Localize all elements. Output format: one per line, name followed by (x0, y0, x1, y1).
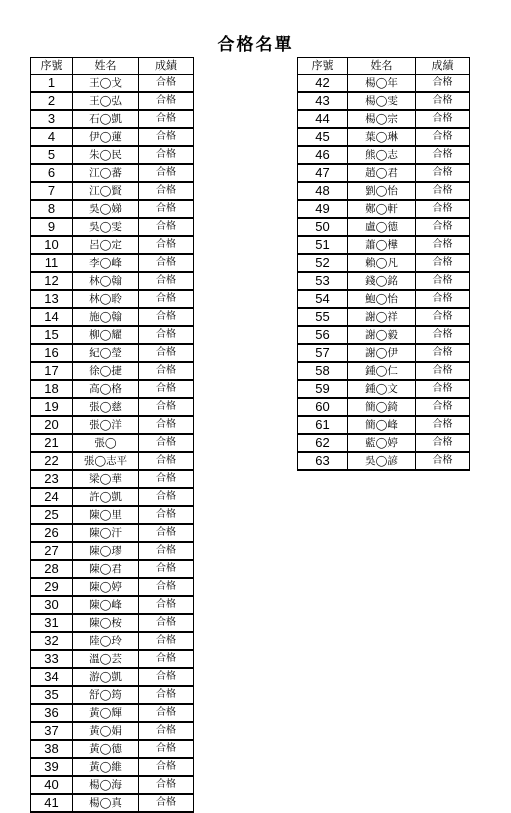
row-result: 合格 (139, 398, 194, 416)
row-result: 合格 (416, 344, 470, 362)
row-result: 合格 (139, 668, 194, 686)
row-result: 合格 (139, 704, 194, 722)
page-title: 合格名單 (217, 35, 294, 55)
row-number: 40 (31, 776, 73, 794)
row-number: 51 (298, 236, 348, 254)
row-number: 7 (31, 182, 73, 200)
row-name: 伊◯蓮 (73, 128, 139, 146)
row-name: 梁◯華 (73, 470, 139, 488)
row-result: 合格 (139, 542, 194, 560)
row-name: 葉◯琳 (348, 128, 416, 146)
table-row (31, 578, 194, 596)
row-name: 李◯峰 (73, 254, 139, 272)
row-name: 徐◯捷 (73, 362, 139, 380)
row-number: 45 (298, 128, 348, 146)
row-result: 合格 (139, 236, 194, 254)
table-row (31, 326, 194, 344)
row-number: 30 (31, 596, 73, 614)
row-result: 合格 (139, 506, 194, 524)
row-result: 合格 (139, 560, 194, 578)
row-name: 陳◯璆 (73, 542, 139, 560)
table-row (31, 164, 194, 182)
row-number: 16 (31, 344, 73, 362)
header-result: 成績 (416, 58, 470, 75)
row-number: 41 (31, 794, 73, 812)
row-number: 24 (31, 488, 73, 506)
row-result: 合格 (139, 470, 194, 488)
row-name: 黃◯維 (73, 758, 139, 776)
row-number: 26 (31, 524, 73, 542)
table-row (298, 362, 470, 380)
row-result: 合格 (416, 146, 470, 164)
row-number: 36 (31, 704, 73, 722)
table-row (31, 254, 194, 272)
row-result: 合格 (139, 776, 194, 794)
row-name: 趙◯君 (348, 164, 416, 182)
row-result: 合格 (416, 452, 470, 470)
row-name: 施◯翰 (73, 308, 139, 326)
row-number: 34 (31, 668, 73, 686)
row-number: 15 (31, 326, 73, 344)
row-name: 鍾◯文 (348, 380, 416, 398)
row-name: 陳◯里 (73, 506, 139, 524)
table-row (298, 218, 470, 236)
row-name: 呂◯定 (73, 236, 139, 254)
row-number: 49 (298, 200, 348, 218)
row-result: 合格 (139, 488, 194, 506)
row-result: 合格 (139, 362, 194, 380)
row-name: 謝◯毅 (348, 326, 416, 344)
row-result: 合格 (139, 200, 194, 218)
table-row (31, 758, 194, 776)
table-row (31, 92, 194, 110)
table-row (298, 92, 470, 110)
row-result: 合格 (416, 272, 470, 290)
table-row (31, 740, 194, 758)
row-result: 合格 (139, 632, 194, 650)
row-number: 53 (298, 272, 348, 290)
row-number: 38 (31, 740, 73, 758)
row-number: 20 (31, 416, 73, 434)
row-name: 楊◯年 (348, 75, 416, 93)
row-number: 44 (298, 110, 348, 128)
row-name: 謝◯伊 (348, 344, 416, 362)
table-row (31, 650, 194, 668)
row-number: 60 (298, 398, 348, 416)
row-number: 59 (298, 380, 348, 398)
row-name: 蕭◯樺 (348, 236, 416, 254)
table-row (31, 218, 194, 236)
row-name: 紀◯瑩 (73, 344, 139, 362)
table-row (298, 398, 470, 416)
row-number: 22 (31, 452, 73, 470)
row-result: 合格 (139, 308, 194, 326)
row-name: 王◯戈 (73, 75, 139, 93)
row-name: 陳◯君 (73, 560, 139, 578)
row-number: 17 (31, 362, 73, 380)
row-number: 37 (31, 722, 73, 740)
table-row (298, 290, 470, 308)
row-result: 合格 (139, 344, 194, 362)
row-result: 合格 (139, 92, 194, 110)
row-result: 合格 (139, 596, 194, 614)
row-result: 合格 (139, 380, 194, 398)
row-number: 46 (298, 146, 348, 164)
table-row (31, 290, 194, 308)
table-row (31, 128, 194, 146)
row-name: 楊◯宗 (348, 110, 416, 128)
table-row (31, 236, 194, 254)
row-result: 合格 (139, 722, 194, 740)
row-name: 楊◯雯 (348, 92, 416, 110)
table-row (31, 75, 194, 93)
row-result: 合格 (139, 110, 194, 128)
row-number: 3 (31, 110, 73, 128)
row-name: 張◯志平 (73, 452, 139, 470)
row-number: 48 (298, 182, 348, 200)
row-number: 63 (298, 452, 348, 470)
row-name: 溫◯芸 (73, 650, 139, 668)
row-number: 56 (298, 326, 348, 344)
table-row (31, 452, 194, 470)
row-name: 朱◯民 (73, 146, 139, 164)
row-name: 石◯凱 (73, 110, 139, 128)
header-no: 序號 (298, 58, 348, 75)
table-row (298, 146, 470, 164)
table-row (31, 146, 194, 164)
table-row (298, 308, 470, 326)
table-row (31, 560, 194, 578)
row-result: 合格 (416, 398, 470, 416)
row-result: 合格 (416, 290, 470, 308)
row-result: 合格 (139, 650, 194, 668)
table-row (31, 542, 194, 560)
row-result: 合格 (139, 75, 194, 93)
row-number: 9 (31, 218, 73, 236)
row-result: 合格 (139, 524, 194, 542)
table-row (31, 686, 194, 704)
row-name: 黃◯輝 (73, 704, 139, 722)
row-name: 林◯聆 (73, 290, 139, 308)
row-number: 39 (31, 758, 73, 776)
row-name: 楊◯海 (73, 776, 139, 794)
table-row (31, 632, 194, 650)
table-row (31, 308, 194, 326)
row-number: 57 (298, 344, 348, 362)
row-name: 劉◯怡 (348, 182, 416, 200)
table-row (31, 488, 194, 506)
row-number: 23 (31, 470, 73, 488)
row-number: 52 (298, 254, 348, 272)
row-name: 許◯凱 (73, 488, 139, 506)
table-row (31, 506, 194, 524)
table-row (298, 75, 470, 93)
table-row (31, 398, 194, 416)
row-result: 合格 (139, 686, 194, 704)
row-number: 8 (31, 200, 73, 218)
row-name: 簡◯峰 (348, 416, 416, 434)
row-name: 賴◯凡 (348, 254, 416, 272)
table-row (298, 200, 470, 218)
row-result: 合格 (139, 146, 194, 164)
table-row (298, 326, 470, 344)
table-row (31, 380, 194, 398)
row-result: 合格 (416, 92, 470, 110)
row-name: 柳◯耀 (73, 326, 139, 344)
row-number: 2 (31, 92, 73, 110)
table-row (298, 164, 470, 182)
table-row (298, 380, 470, 398)
row-number: 25 (31, 506, 73, 524)
row-result: 合格 (139, 182, 194, 200)
row-result: 合格 (139, 128, 194, 146)
row-name: 張◯慈 (73, 398, 139, 416)
table-header-row (298, 58, 470, 75)
row-number: 54 (298, 290, 348, 308)
table-row (31, 416, 194, 434)
table-row (31, 794, 194, 812)
row-number: 58 (298, 362, 348, 380)
row-name: 陳◯桉 (73, 614, 139, 632)
row-name: 黃◯德 (73, 740, 139, 758)
table-row (31, 434, 194, 452)
row-number: 13 (31, 290, 73, 308)
row-result: 合格 (139, 416, 194, 434)
row-name: 王◯弘 (73, 92, 139, 110)
row-result: 合格 (416, 416, 470, 434)
row-result: 合格 (139, 290, 194, 308)
row-name: 舒◯筠 (73, 686, 139, 704)
row-result: 合格 (416, 218, 470, 236)
row-name: 吳◯娣 (73, 200, 139, 218)
table-row (298, 416, 470, 434)
row-name: 張◯ (73, 434, 139, 452)
row-result: 合格 (416, 110, 470, 128)
header-name: 姓名 (348, 58, 416, 75)
table-row (31, 344, 194, 362)
row-number: 12 (31, 272, 73, 290)
row-number: 35 (31, 686, 73, 704)
row-number: 18 (31, 380, 73, 398)
row-name: 簡◯錡 (348, 398, 416, 416)
row-result: 合格 (416, 380, 470, 398)
row-name: 陳◯婷 (73, 578, 139, 596)
row-number: 33 (31, 650, 73, 668)
header-no: 序號 (31, 58, 73, 75)
row-number: 42 (298, 75, 348, 93)
row-number: 50 (298, 218, 348, 236)
row-result: 合格 (139, 794, 194, 812)
table-row (31, 470, 194, 488)
row-number: 31 (31, 614, 73, 632)
row-result: 合格 (139, 326, 194, 344)
table-row (31, 200, 194, 218)
row-number: 62 (298, 434, 348, 452)
row-name: 鮑◯怡 (348, 290, 416, 308)
row-name: 黃◯娟 (73, 722, 139, 740)
row-number: 5 (31, 146, 73, 164)
table-row (31, 272, 194, 290)
table-row (31, 722, 194, 740)
row-name: 楊◯真 (73, 794, 139, 812)
row-number: 27 (31, 542, 73, 560)
table-row (298, 272, 470, 290)
table-row (298, 254, 470, 272)
row-name: 林◯翰 (73, 272, 139, 290)
table-row (298, 452, 470, 470)
table-row (31, 776, 194, 794)
row-result: 合格 (416, 236, 470, 254)
row-number: 32 (31, 632, 73, 650)
row-name: 錢◯銘 (348, 272, 416, 290)
row-name: 陸◯玲 (73, 632, 139, 650)
row-result: 合格 (416, 362, 470, 380)
table-row (298, 236, 470, 254)
row-number: 61 (298, 416, 348, 434)
row-result: 合格 (139, 164, 194, 182)
row-result: 合格 (139, 452, 194, 470)
row-name: 吳◯雯 (73, 218, 139, 236)
row-result: 合格 (139, 218, 194, 236)
row-result: 合格 (139, 254, 194, 272)
row-number: 47 (298, 164, 348, 182)
row-result: 合格 (139, 740, 194, 758)
roster-table-right (297, 57, 470, 471)
row-result: 合格 (416, 434, 470, 452)
header-name: 姓名 (73, 58, 139, 75)
table-row (298, 128, 470, 146)
row-number: 29 (31, 578, 73, 596)
row-number: 43 (298, 92, 348, 110)
row-result: 合格 (416, 182, 470, 200)
row-name: 熊◯志 (348, 146, 416, 164)
row-result: 合格 (416, 128, 470, 146)
row-result: 合格 (416, 164, 470, 182)
row-name: 藍◯婷 (348, 434, 416, 452)
table-row (298, 434, 470, 452)
row-name: 陳◯峰 (73, 596, 139, 614)
row-number: 14 (31, 308, 73, 326)
table-row (298, 344, 470, 362)
row-result: 合格 (416, 254, 470, 272)
row-result: 合格 (416, 75, 470, 93)
row-number: 21 (31, 434, 73, 452)
row-result: 合格 (416, 200, 470, 218)
row-name: 鄭◯軒 (348, 200, 416, 218)
table-row (31, 110, 194, 128)
row-name: 江◯賢 (73, 182, 139, 200)
roster-table-left (30, 57, 194, 813)
table-row (31, 668, 194, 686)
row-result: 合格 (139, 578, 194, 596)
table-row (298, 182, 470, 200)
row-number: 11 (31, 254, 73, 272)
row-number: 1 (31, 75, 73, 93)
row-name: 鍾◯仁 (348, 362, 416, 380)
table-row (31, 614, 194, 632)
row-number: 10 (31, 236, 73, 254)
row-number: 6 (31, 164, 73, 182)
row-name: 江◯蕃 (73, 164, 139, 182)
table-row (31, 362, 194, 380)
row-result: 合格 (416, 308, 470, 326)
table-row (31, 704, 194, 722)
row-number: 55 (298, 308, 348, 326)
row-number: 19 (31, 398, 73, 416)
row-result: 合格 (139, 272, 194, 290)
row-result: 合格 (139, 758, 194, 776)
row-number: 28 (31, 560, 73, 578)
row-number: 4 (31, 128, 73, 146)
row-result: 合格 (139, 614, 194, 632)
header-result: 成績 (139, 58, 194, 75)
row-name: 盧◯德 (348, 218, 416, 236)
table-row (298, 110, 470, 128)
row-result: 合格 (416, 326, 470, 344)
row-name: 謝◯祥 (348, 308, 416, 326)
table-header-row (31, 58, 194, 75)
row-name: 吳◯諺 (348, 452, 416, 470)
table-row (31, 182, 194, 200)
row-name: 游◯凱 (73, 668, 139, 686)
row-result: 合格 (139, 434, 194, 452)
row-name: 陳◯汗 (73, 524, 139, 542)
table-row (31, 524, 194, 542)
row-name: 高◯格 (73, 380, 139, 398)
table-row (31, 596, 194, 614)
row-name: 張◯洋 (73, 416, 139, 434)
